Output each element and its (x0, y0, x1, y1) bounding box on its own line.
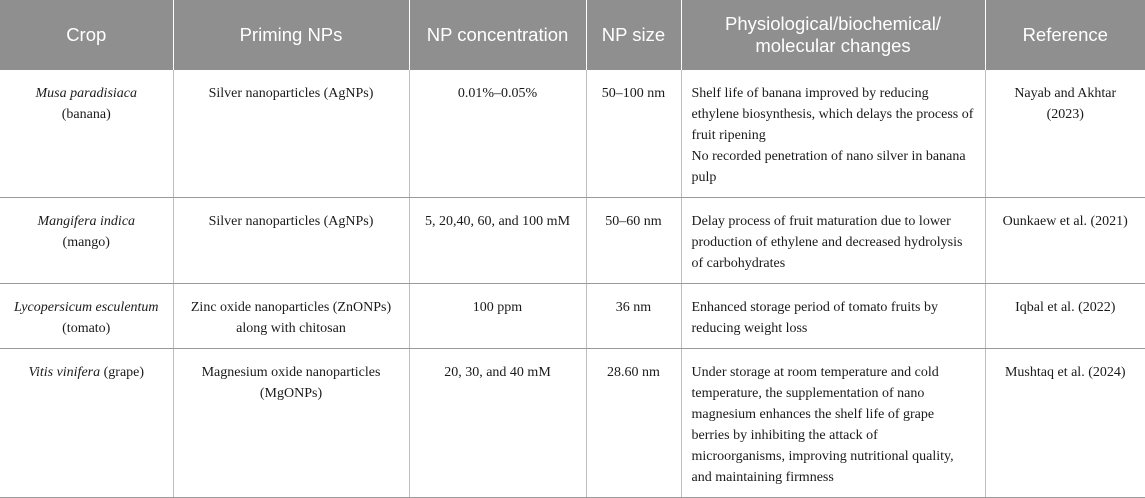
header-reference: Reference (985, 0, 1145, 70)
cell-reference: Mushtaq et al. (2024) (985, 349, 1145, 498)
cell-size: 28.60 nm (586, 349, 681, 498)
change-line: Delay process of fruit maturation due to lower production of ethylene and decreased hydrolysis of carbohydrates (691, 214, 963, 271)
cell-concentration: 5, 20,40, 60, and 100 mM (409, 198, 586, 284)
cell-changes (681, 70, 985, 198)
change-line: Under storage at room temperature and cold temperature, the supplementation of nano magnesium enhances the shelf life of grape berries by inhibiting the attack of microorganisms, improving nutritional quality, and maintaining firmness (691, 365, 954, 485)
crop-latin-name: Mangifera indica (37, 214, 136, 229)
cell-concentration: 100 ppm (409, 284, 586, 349)
cell-size: 50–60 nm (586, 198, 681, 284)
crop-latin-name: Musa paradisiaca (35, 86, 137, 101)
cell-concentration: 20, 30, and 40 mM (409, 349, 586, 498)
change-line: No recorded penetration of nano silver in banana pulp (691, 149, 966, 185)
crop-latin-name: Vitis vinifera (28, 365, 101, 380)
table-row (0, 70, 1145, 198)
cell-size: 50–100 nm (586, 70, 681, 198)
table-row (0, 198, 1145, 284)
header-np-size: NP size (586, 0, 681, 70)
crop-common-name: (banana) (61, 107, 111, 122)
cell-changes (681, 284, 985, 349)
crop-common-name: (mango) (62, 235, 110, 250)
header-np-concentration: NP concentration (409, 0, 586, 70)
header-crop: Crop (0, 0, 173, 70)
cell-priming: Zinc oxide nanoparticles (ZnONPs) along with chitosan (173, 284, 409, 349)
cell-changes (681, 198, 985, 284)
cell-reference: Ounkaew et al. (2021) (985, 198, 1145, 284)
cell-crop (0, 70, 173, 198)
table-body (0, 70, 1145, 498)
header-row (0, 0, 1145, 70)
cell-crop (0, 349, 173, 498)
header-changes: Physiological/biochemical/ molecular changes (681, 0, 985, 70)
cell-crop (0, 198, 173, 284)
table-row (0, 349, 1145, 498)
crop-common-name: (grape) (103, 365, 145, 380)
cell-crop (0, 284, 173, 349)
cell-priming: Silver nanoparticles (AgNPs) (173, 198, 409, 284)
table-row (0, 284, 1145, 349)
crop-common-name: (tomato) (62, 321, 111, 336)
cell-reference: Iqbal et al. (2022) (985, 284, 1145, 349)
header-priming-nps: Priming NPs (173, 0, 409, 70)
change-line: Shelf life of banana improved by reducing ethylene biosynthesis, which delays the process of fruit ripening (691, 86, 974, 143)
table-header (0, 0, 1145, 70)
cell-reference: Nayab and Akhtar (2023) (985, 70, 1145, 198)
cell-size: 36 nm (586, 284, 681, 349)
cell-concentration: 0.01%–0.05% (409, 70, 586, 198)
cell-changes (681, 349, 985, 498)
cell-priming: Silver nanoparticles (AgNPs) (173, 70, 409, 198)
cell-priming: Magnesium oxide nanoparticles (MgONPs) (173, 349, 409, 498)
crop-latin-name: Lycopersicum esculentum (13, 300, 159, 315)
change-line: Enhanced storage period of tomato fruits by reducing weight loss (691, 300, 938, 336)
